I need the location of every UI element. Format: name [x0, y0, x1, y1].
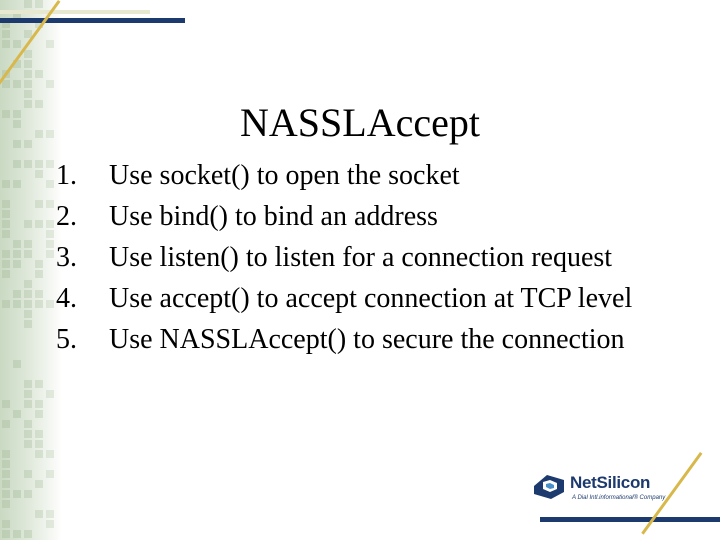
circuit-chip: [46, 300, 54, 308]
circuit-pattern: [0, 0, 62, 540]
circuit-chip: [13, 160, 21, 168]
circuit-chip: [2, 220, 10, 228]
circuit-chip: [24, 300, 32, 308]
circuit-chip: [13, 80, 21, 88]
circuit-chip: [2, 400, 10, 408]
circuit-chip: [24, 60, 32, 68]
circuit-chip: [2, 270, 10, 278]
circuit-chip: [2, 420, 10, 428]
list-item-number: 5.: [56, 324, 77, 355]
circuit-chip: [24, 160, 32, 168]
circuit-chip: [24, 280, 32, 288]
circuit-chip: [2, 80, 10, 88]
circuit-chip: [24, 380, 32, 388]
circuit-chip: [13, 360, 21, 368]
circuit-chip: [24, 250, 32, 258]
circuit-chip: [46, 230, 54, 238]
circuit-chip: [2, 480, 10, 488]
circuit-chip: [2, 500, 10, 508]
numbered-list: [56, 158, 676, 363]
circuit-chip: [13, 240, 21, 248]
list-item: [56, 240, 676, 275]
circuit-chip: [35, 70, 43, 78]
top-accent-bar: [0, 18, 185, 23]
circuit-chip: [2, 450, 10, 458]
slide-title: NASSLAccept: [240, 99, 480, 145]
list-item: [56, 158, 676, 193]
list-item-text: Use socket() to open the socket: [109, 160, 460, 191]
circuit-chip: [46, 180, 54, 188]
circuit-chip: [2, 490, 10, 498]
netsilicon-logo-icon: [530, 472, 568, 502]
circuit-chip: [13, 40, 21, 48]
list-item-number: 4.: [56, 283, 77, 314]
circuit-chip: [13, 490, 21, 498]
circuit-chip: [24, 430, 32, 438]
circuit-chip: [35, 400, 43, 408]
circuit-chip: [24, 240, 32, 248]
circuit-chip: [35, 430, 43, 438]
circuit-chip: [46, 200, 54, 208]
circuit-chip: [24, 420, 32, 428]
circuit-chip: [24, 530, 32, 538]
circuit-chip: [2, 180, 10, 188]
list-item: [56, 199, 676, 234]
circuit-chip: [24, 50, 32, 58]
circuit-chip: [24, 400, 32, 408]
circuit-chip: [2, 460, 10, 468]
bottom-accent-bar: [540, 517, 720, 522]
circuit-chip: [2, 230, 10, 238]
circuit-chip: [24, 70, 32, 78]
circuit-chip: [2, 250, 10, 258]
circuit-chip: [24, 490, 32, 498]
circuit-chip: [35, 270, 43, 278]
list-item-text: Use listen() to listen for a connection request: [109, 242, 613, 273]
circuit-chip: [13, 300, 21, 308]
circuit-chip: [24, 80, 32, 88]
circuit-chip: [13, 530, 21, 538]
circuit-chip: [24, 470, 32, 478]
circuit-chip: [46, 450, 54, 458]
circuit-chip: [35, 380, 43, 388]
circuit-chip: [46, 390, 54, 398]
circuit-chip: [35, 440, 43, 448]
circuit-chip: [35, 450, 43, 458]
circuit-chip: [35, 260, 43, 268]
circuit-chip: [46, 40, 54, 48]
circuit-chip: [24, 390, 32, 398]
top-accent-bar-light: [0, 10, 150, 14]
circuit-chip: [2, 300, 10, 308]
circuit-chip: [2, 30, 10, 38]
circuit-chip: [13, 180, 21, 188]
logo-wordmark: NetSilicon: [570, 473, 651, 492]
circuit-chip: [24, 0, 32, 8]
list-item-text: Use accept() to accept connection at TCP level: [109, 283, 633, 314]
netsilicon-logo: [530, 470, 680, 510]
list-item-text: Use NASSLAccept() to secure the connection: [109, 324, 625, 355]
circuit-chip: [2, 200, 10, 208]
circuit-chip: [13, 290, 21, 298]
circuit-chip: [24, 220, 32, 228]
list-item-number: 3.: [56, 242, 77, 273]
circuit-chip: [13, 410, 21, 418]
circuit-chip: [35, 220, 43, 228]
circuit-chip: [35, 200, 43, 208]
circuit-chip: [2, 470, 10, 478]
circuit-chip: [46, 220, 54, 228]
circuit-chip: [35, 480, 43, 488]
circuit-chip: [35, 160, 43, 168]
circuit-chip: [35, 170, 43, 178]
circuit-chip: [13, 260, 21, 268]
circuit-chip: [2, 520, 10, 528]
circuit-chip: [46, 470, 54, 478]
circuit-chip: [35, 410, 43, 418]
logo-tagline: A Dial Intl.informational® Company: [572, 495, 666, 501]
circuit-chip: [2, 260, 10, 268]
circuit-chip: [46, 510, 54, 518]
circuit-chip: [2, 530, 10, 538]
list-item-text: Use bind() to bind an address: [109, 201, 438, 232]
circuit-chip: [35, 510, 43, 518]
circuit-chip: [2, 210, 10, 218]
list-item: [56, 281, 676, 316]
circuit-chip: [24, 310, 32, 318]
circuit-chip: [24, 290, 32, 298]
circuit-chip: [24, 320, 32, 328]
list-item-number: 1.: [56, 160, 77, 191]
circuit-chip: [46, 240, 54, 248]
circuit-chip: [46, 250, 54, 258]
circuit-chip: [24, 440, 32, 448]
list-item: [56, 322, 676, 357]
circuit-chip: [35, 300, 43, 308]
circuit-chip: [46, 80, 54, 88]
circuit-chip: [46, 520, 54, 528]
circuit-chip: [2, 40, 10, 48]
circuit-chip: [13, 250, 21, 258]
list-item-number: 2.: [56, 201, 77, 232]
circuit-chip: [35, 0, 43, 8]
circuit-chip: [35, 290, 43, 298]
circuit-chip: [24, 90, 32, 98]
circuit-chip: [46, 160, 54, 168]
